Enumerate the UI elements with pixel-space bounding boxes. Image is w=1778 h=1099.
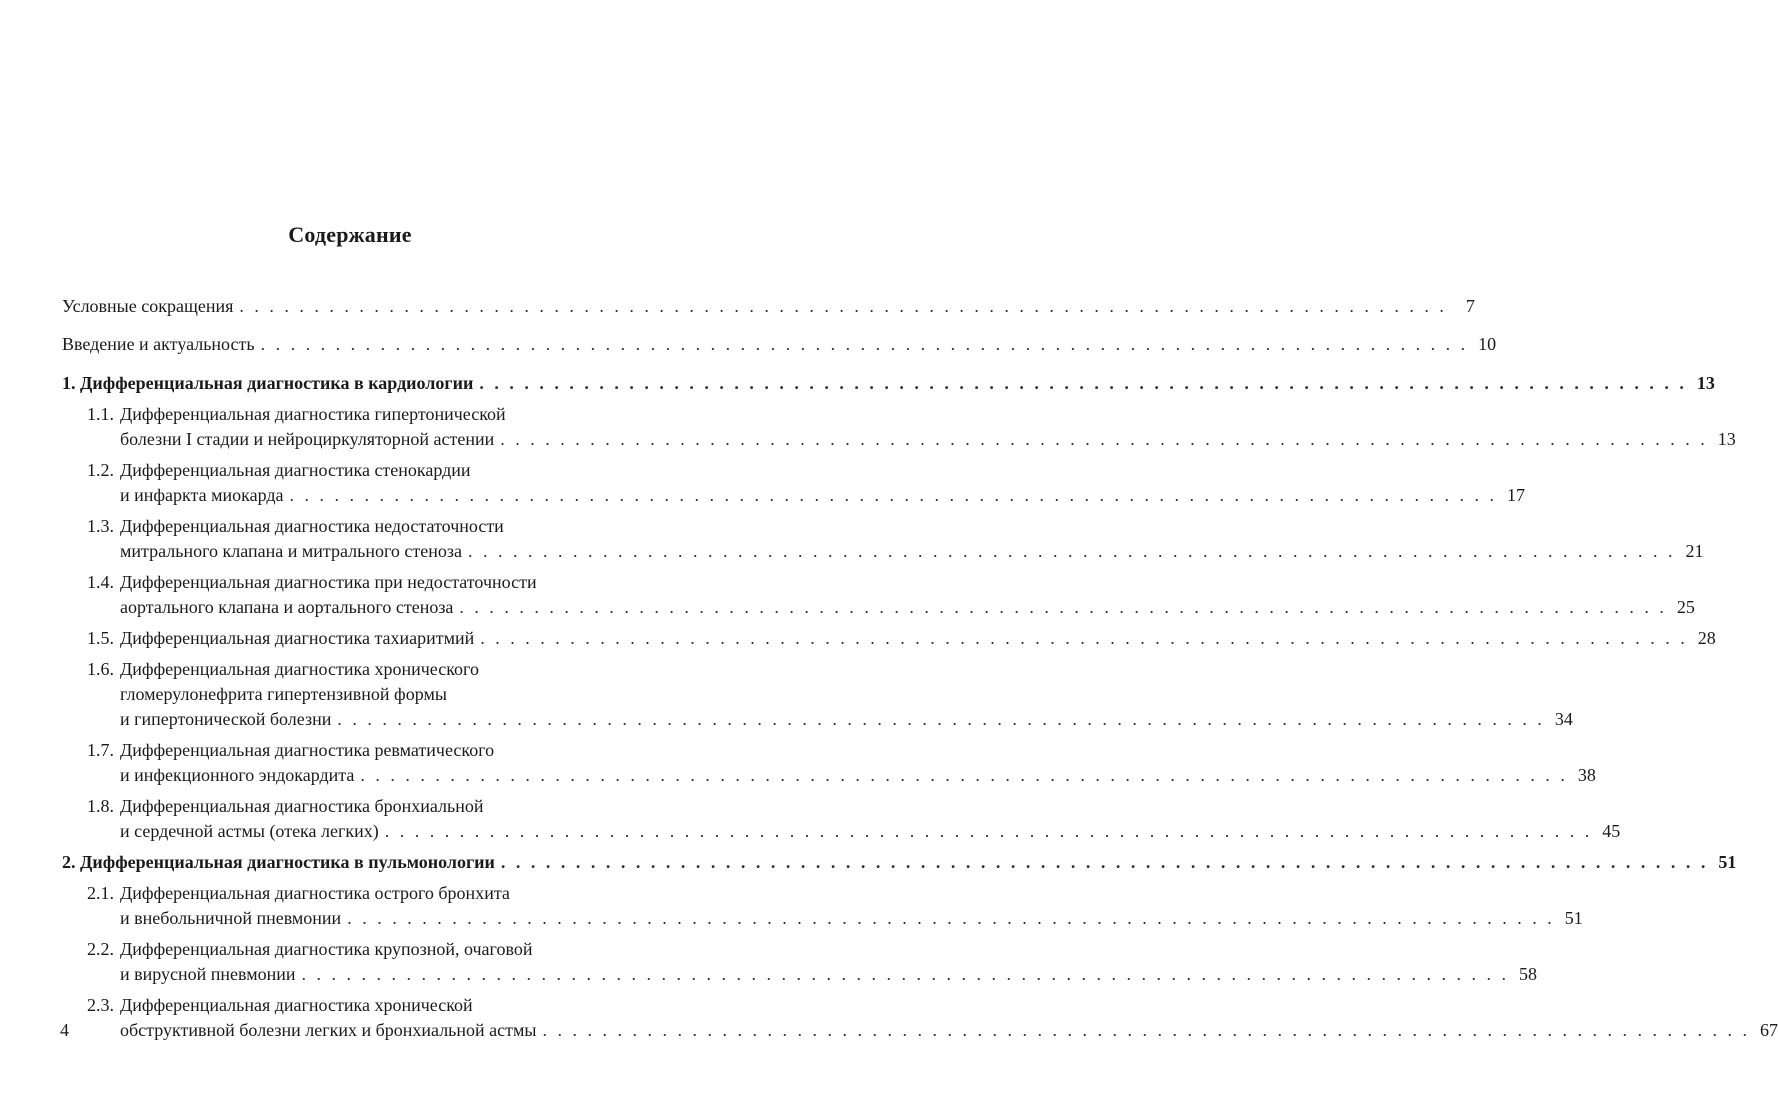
toc-entry-text: и инфекционного эндокардита — [120, 765, 355, 785]
toc-entry[interactable] — [62, 294, 1475, 319]
toc-entry-text: Дифференциальная диагностика крупозной, очаговой — [120, 939, 533, 959]
toc-entry-number: 1.2. — [87, 460, 114, 480]
toc-entry-text: болезни I стадии и нейроциркуляторной астении — [120, 429, 495, 449]
toc-entry-number: 1.5. — [87, 628, 114, 648]
toc-entry[interactable] — [62, 738, 1596, 788]
toc-entry-text: Дифференциальная диагностика острого бронхита — [120, 883, 510, 903]
dot-leader — [468, 539, 1676, 564]
toc-entry-text: и инфаркта миокарда — [120, 485, 284, 505]
toc-page-number: 13 — [1717, 429, 1736, 449]
toc-entry-text: аортального клапана и аортального стеноза — [120, 597, 454, 617]
toc-page-number: 7 — [1465, 296, 1475, 316]
dot-leader — [542, 1018, 1750, 1043]
toc-entry[interactable] — [62, 402, 1736, 452]
page-number: 4 — [60, 1020, 69, 1040]
toc-entry[interactable] — [62, 626, 1716, 651]
toc-entry[interactable] — [62, 657, 1573, 732]
toc-page-number: 17 — [1507, 485, 1526, 505]
dot-leader — [501, 850, 1709, 875]
toc-entry-number: 1.6. — [87, 659, 114, 679]
dot-leader — [290, 483, 1498, 508]
toc-entry-number: 1.1. — [87, 404, 114, 424]
page-title: Содержание — [288, 222, 412, 247]
toc-entry-text: и вирусной пневмонии — [120, 964, 296, 984]
toc-entry-text: Дифференциальная диагностика стенокардии — [120, 460, 471, 480]
toc-entry-text: митрального клапана и митрального стеноза — [120, 541, 462, 561]
toc-page-number: 58 — [1519, 964, 1538, 984]
toc-page-number: 13 — [1696, 373, 1715, 393]
toc-entry-text: обструктивной болезни легких и бронхиальной астмы — [120, 1020, 537, 1040]
toc-entry[interactable] — [62, 850, 1737, 875]
toc-entry[interactable] — [62, 458, 1526, 508]
dot-leader — [261, 332, 1469, 357]
toc-entry[interactable] — [62, 332, 1497, 357]
dot-leader — [302, 962, 1510, 987]
toc-page-number: 10 — [1478, 334, 1497, 354]
toc-page-number: 28 — [1697, 628, 1716, 648]
toc-entry-text: Дифференциальная диагностика тахиаритмий — [120, 628, 475, 648]
toc-entry-text: и гипертонической болезни — [120, 709, 332, 729]
toc-page-number: 67 — [1759, 1020, 1778, 1040]
table-of-contents — [62, 288, 1778, 1043]
dot-leader — [385, 819, 1593, 844]
toc-entry-text: гломерулонефрита гипертензивной формы — [120, 684, 447, 704]
toc-entry-number: 1.7. — [87, 740, 114, 760]
toc-entry-text: Дифференциальная диагностика при недостаточности — [120, 572, 537, 592]
toc-entry-text: Дифференциальная диагностика хронического — [120, 659, 479, 679]
toc-entry-text: Дифференциальная диагностика хронической — [120, 995, 473, 1015]
toc-entry-text: Введение и актуальность — [62, 334, 255, 354]
dot-leader — [459, 595, 1667, 620]
toc-entry-number: 1.4. — [87, 572, 114, 592]
toc-entry-number: 2.3. — [87, 995, 114, 1015]
toc-entry-number: 2.1. — [87, 883, 114, 903]
toc-entry[interactable] — [62, 881, 1583, 931]
toc-entry[interactable] — [62, 794, 1621, 844]
toc-entry-text: Дифференциальная диагностика бронхиальной — [120, 796, 484, 816]
toc-entry-text: и внебольничной пневмонии — [120, 908, 342, 928]
toc-entry-text: и сердечной астмы (отека легких) — [120, 821, 379, 841]
dot-leader — [500, 427, 1708, 452]
toc-entry[interactable] — [62, 570, 1695, 620]
dot-leader — [337, 707, 1545, 732]
toc-entry[interactable] — [62, 514, 1704, 564]
toc-page-number: 45 — [1602, 821, 1621, 841]
toc-entry-text: Дифференциальная диагностика гипертонической — [120, 404, 506, 424]
toc-page-number: 51 — [1564, 908, 1583, 928]
dot-leader — [347, 906, 1555, 931]
toc-entry-text: Условные сокращения — [62, 296, 234, 316]
toc-entry-number: 1.8. — [87, 796, 114, 816]
dot-leader — [239, 294, 1447, 319]
toc-entry-text: Дифференциальная диагностика недостаточности — [120, 516, 504, 536]
toc-page-number: 38 — [1577, 765, 1596, 785]
toc-entry[interactable] — [62, 993, 1778, 1043]
toc-entry[interactable] — [62, 371, 1715, 396]
toc-entry-text: Дифференциальная диагностика ревматического — [120, 740, 495, 760]
toc-entry-text: 2. Дифференциальная диагностика в пульмонологии — [62, 852, 495, 872]
toc-page-number: 25 — [1676, 597, 1695, 617]
toc-page-number: 34 — [1554, 709, 1573, 729]
toc-entry[interactable] — [62, 937, 1538, 987]
dot-leader — [480, 626, 1688, 651]
dot-leader — [479, 371, 1687, 396]
toc-entry-number: 1.3. — [87, 516, 114, 536]
toc-entry-text: 1. Дифференциальная диагностика в кардиологии — [62, 373, 474, 393]
toc-entry-number: 2.2. — [87, 939, 114, 959]
toc-page-number: 21 — [1685, 541, 1704, 561]
dot-leader — [360, 763, 1568, 788]
toc-page-number: 51 — [1718, 852, 1737, 872]
